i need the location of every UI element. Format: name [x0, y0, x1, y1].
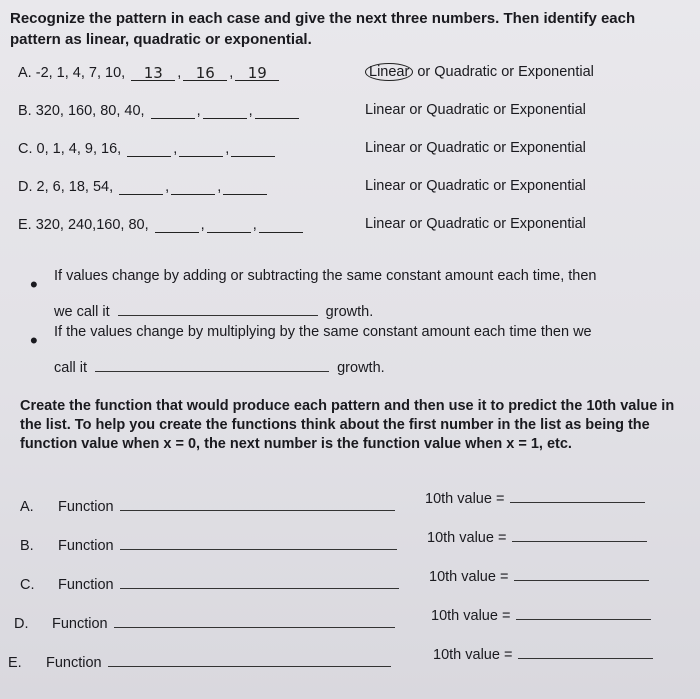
answer-blank[interactable]: [171, 178, 215, 195]
bullet-1-we: we call it growth.: [54, 304, 374, 320]
function-label: Function: [46, 655, 102, 671]
option-quadratic[interactable]: Quadratic: [426, 140, 490, 156]
bullet-2-call: call it growth.: [54, 360, 385, 376]
answer-blank[interactable]: [207, 216, 251, 233]
tenth-value: [425, 491, 645, 507]
pattern-letter: E.: [18, 217, 32, 233]
function-blank[interactable]: [120, 549, 397, 550]
option-linear[interactable]: Linear: [365, 178, 406, 194]
function-blank[interactable]: [114, 627, 395, 628]
answer-blank[interactable]: [259, 216, 303, 233]
function-blank[interactable]: [120, 510, 395, 511]
pattern-letter: B.: [18, 103, 32, 119]
tenth-value-label: 10th value =: [425, 491, 505, 507]
linear-growth-blank[interactable]: [118, 315, 318, 316]
tenth-value-blank[interactable]: [518, 658, 653, 659]
pattern-sequence: -2, 1, 4, 7, 10,: [35, 65, 126, 81]
function-letter: A.: [20, 499, 34, 515]
option-linear[interactable]: Linear: [365, 140, 406, 156]
answer-blank[interactable]: [151, 102, 195, 119]
pattern-row: B. 320, 160, 80, 40, , ,: [18, 102, 348, 119]
option-exponential[interactable]: Exponential: [510, 216, 586, 232]
answer-blank[interactable]: [223, 178, 267, 195]
classification-choices[interactable]: Linear or Quadratic or Exponential: [365, 140, 586, 156]
function-row: [8, 655, 391, 671]
function-label: Function: [52, 616, 108, 632]
function-row: [20, 499, 395, 515]
function-label: Function: [58, 538, 114, 554]
answer-blank[interactable]: [203, 102, 247, 119]
answer-blank[interactable]: [255, 102, 299, 119]
tenth-value-blank[interactable]: [510, 502, 645, 503]
tenth-value-label: 10th value =: [427, 530, 507, 546]
bullet-2-text: If the values change by multiplying by the same constant amount each time then we: [54, 324, 592, 340]
bullet-dot: •: [30, 328, 38, 353]
classification-choices[interactable]: Linear or Quadratic or Exponential: [365, 216, 586, 232]
option-quadratic[interactable]: Quadratic: [426, 102, 490, 118]
function-letter: B.: [20, 538, 34, 554]
tenth-value-label: 10th value =: [429, 569, 509, 585]
tenth-value: [431, 608, 651, 624]
tenth-value-label: 10th value =: [431, 608, 511, 624]
tenth-value-blank[interactable]: [514, 580, 649, 581]
pattern-sequence: 0, 1, 4, 9, 16,: [36, 141, 122, 157]
classification-choices[interactable]: Linear or Quadratic or Exponential: [365, 178, 586, 194]
pattern-row: C. 0, 1, 4, 9, 16, , ,: [18, 140, 348, 157]
function-label: Function: [58, 577, 114, 593]
answer-blank[interactable]: [179, 140, 223, 157]
pattern-letter: A.: [18, 65, 32, 81]
pattern-letter: C.: [18, 141, 33, 157]
classification-choices[interactable]: Linear or Quadratic or Exponential: [365, 64, 594, 80]
answer-blank[interactable]: 13: [131, 64, 175, 81]
answer-blank[interactable]: [231, 140, 275, 157]
option-linear[interactable]: Linear: [365, 102, 406, 118]
option-exponential[interactable]: Exponential: [510, 102, 586, 118]
tenth-value: [433, 647, 653, 663]
tenth-value-blank[interactable]: [516, 619, 651, 620]
function-blank[interactable]: [120, 588, 399, 589]
function-instructions: Create the function that would produce each pattern and then use it to predict the 10th value in the list. To help you create the functions think about the first number in the list as being the function value when x = 0, the next number is the function value when x = 1, etc.: [20, 398, 675, 452]
function-label: Function: [58, 499, 114, 515]
option-quadratic[interactable]: Quadratic: [426, 178, 490, 194]
function-blank[interactable]: [108, 666, 391, 667]
tenth-value-blank[interactable]: [512, 541, 647, 542]
bullet-dot: •: [30, 272, 38, 297]
function-letter: C.: [20, 577, 35, 593]
pattern-row: E. 320, 240,160, 80, , ,: [18, 216, 348, 233]
answer-blank[interactable]: 16: [183, 64, 227, 81]
pattern-letter: D.: [18, 179, 33, 195]
function-row: [20, 577, 399, 593]
tenth-value-label: 10th value =: [433, 647, 513, 663]
classification-choices[interactable]: Linear or Quadratic or Exponential: [365, 102, 586, 118]
option-quadratic[interactable]: Quadratic: [426, 216, 490, 232]
exponential-growth-blank[interactable]: [95, 371, 329, 372]
pattern-sequence: 320, 240,160, 80,: [35, 217, 149, 233]
answer-blank[interactable]: 19: [235, 64, 279, 81]
pattern-sequence: 2, 6, 18, 54,: [36, 179, 114, 195]
answer-blank[interactable]: [155, 216, 199, 233]
option-linear[interactable]: Linear: [365, 216, 406, 232]
function-letter: D.: [14, 616, 29, 632]
option-linear[interactable]: Linear: [365, 63, 413, 81]
option-exponential[interactable]: Exponential: [518, 64, 594, 80]
pattern-sequence: 320, 160, 80, 40,: [35, 103, 145, 119]
answer-blank[interactable]: [119, 178, 163, 195]
tenth-value: [427, 530, 647, 546]
bullet-1-text: If values change by adding or subtracting the same constant amount each time, then: [54, 268, 597, 284]
tenth-value: [429, 569, 649, 585]
option-quadratic[interactable]: Quadratic: [434, 64, 498, 80]
answer-blank[interactable]: [127, 140, 171, 157]
function-row: [14, 616, 395, 632]
instructions-title: Recognize the pattern in each case and give the next three numbers. Then identify each pattern as linear, quadratic or exponential.: [10, 10, 636, 48]
option-exponential[interactable]: Exponential: [510, 178, 586, 194]
pattern-row: A. -2, 1, 4, 7, 10, 13 , 16 , 19: [18, 64, 348, 81]
option-exponential[interactable]: Exponential: [510, 140, 586, 156]
pattern-row: D. 2, 6, 18, 54, , ,: [18, 178, 348, 195]
function-letter: E.: [8, 655, 22, 671]
function-row: [20, 538, 397, 554]
